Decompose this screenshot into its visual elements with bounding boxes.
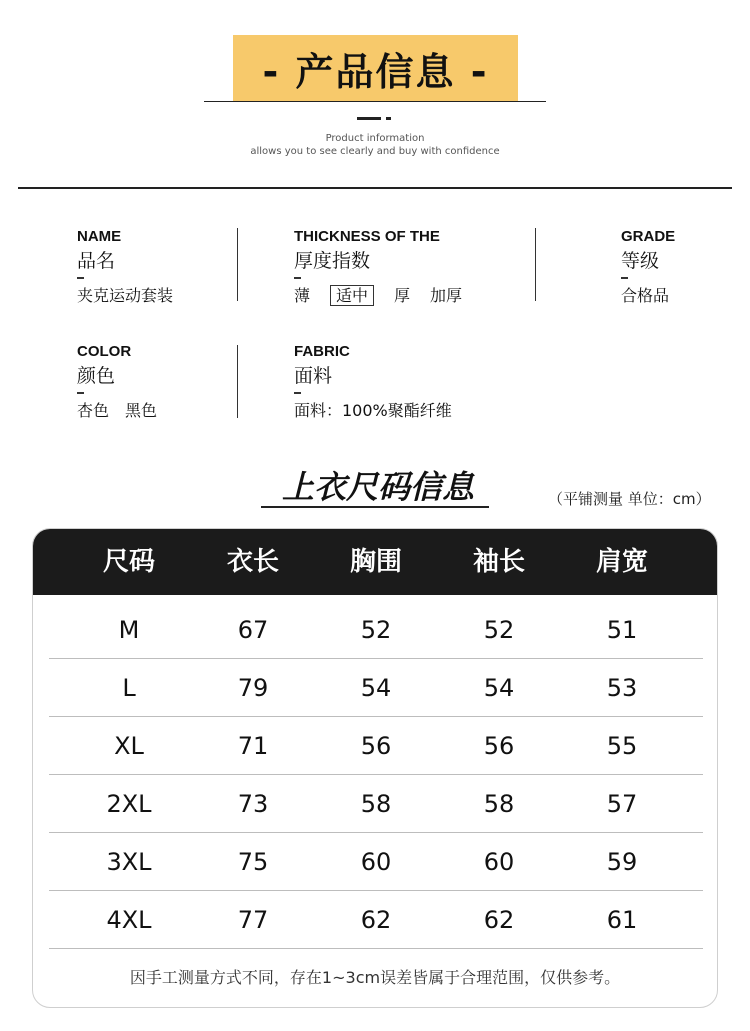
cell-shoulder: 55: [606, 732, 638, 760]
size-table: [32, 528, 718, 1008]
cell-size: 2XL: [106, 790, 152, 818]
cell-sleeve: 52: [483, 616, 515, 644]
subtitle-en: Product information: [325, 133, 425, 144]
info-grade-value: 合格品: [621, 286, 670, 305]
info-fabric-cn: 面料: [294, 365, 333, 387]
table-row: [49, 833, 703, 891]
info-thickness-en: THICKNESS OF THE: [294, 228, 440, 245]
cell-length: 79: [237, 674, 269, 702]
info-thickness: [294, 228, 482, 306]
info-grade-cn: 等级: [621, 250, 660, 272]
size-table-header: [33, 529, 717, 595]
header-length: 衣长: [226, 547, 279, 577]
cell-length: 67: [237, 616, 269, 644]
tick-mark: [294, 277, 301, 279]
title-underline: [204, 101, 546, 102]
row-separator: [49, 948, 703, 949]
cell-chest: 60: [360, 848, 392, 876]
info-fabric-en: FABRIC: [294, 343, 350, 360]
thickness-option-thin: 薄: [294, 286, 311, 305]
thickness-option-extra-thick: 加厚: [430, 286, 463, 305]
section-title: - 产品信息 -: [233, 35, 518, 101]
cell-sleeve: 54: [483, 674, 515, 702]
info-divider: [237, 345, 238, 418]
cell-length: 75: [237, 848, 269, 876]
cell-length: 71: [237, 732, 269, 760]
section-divider: [18, 187, 732, 189]
header-sleeve: 袖长: [472, 547, 525, 577]
info-color: [77, 343, 173, 421]
color-apricot: 杏色: [77, 401, 110, 420]
info-name-en: NAME: [77, 228, 122, 245]
table-row: [49, 659, 703, 717]
info-color-cn: 颜色: [77, 365, 116, 387]
size-chart-title: 上衣尺码信息: [281, 468, 474, 506]
info-divider: [237, 228, 238, 301]
color-values: [77, 398, 173, 421]
cell-sleeve: 60: [483, 848, 515, 876]
tick-mark: [77, 392, 84, 394]
table-row: [49, 717, 703, 775]
info-fabric-value: 面料：100%聚酯纤维: [294, 401, 452, 420]
info-grade-en: GRADE: [621, 228, 676, 245]
size-title-underline: [261, 506, 489, 508]
cell-length: 77: [237, 906, 269, 934]
table-row: [49, 601, 703, 659]
cell-size: 3XL: [106, 848, 152, 876]
cell-shoulder: 53: [606, 674, 638, 702]
subtitle-tagline: allows you to see clearly and buy with confidence: [250, 146, 500, 157]
dash-decoration: [357, 117, 393, 120]
cell-chest: 56: [360, 732, 392, 760]
cell-size: XL: [114, 732, 144, 760]
thickness-option-medium-selected: 适中: [330, 285, 374, 306]
cell-sleeve: 62: [483, 906, 515, 934]
header-size: 尺码: [102, 547, 155, 577]
cell-shoulder: 61: [606, 906, 638, 934]
cell-sleeve: 56: [483, 732, 515, 760]
size-disclaimer: 因手工测量方式不同，存在1~3cm误差皆属于合理范围，仅供参考。: [129, 968, 621, 987]
table-row: [49, 775, 703, 833]
info-name: [77, 228, 173, 306]
info-grade: [621, 228, 675, 306]
header-shoulder: 肩宽: [595, 547, 648, 577]
info-color-en: COLOR: [77, 343, 132, 360]
tick-mark: [77, 277, 84, 279]
thickness-options: [294, 283, 482, 306]
cell-size: M: [118, 616, 140, 644]
table-row: [49, 891, 703, 949]
cell-shoulder: 57: [606, 790, 638, 818]
info-fabric: [294, 343, 452, 421]
info-thickness-cn: 厚度指数: [294, 250, 371, 272]
size-chart-unit-note: （平铺测量 单位：cm）: [548, 490, 711, 508]
thickness-option-thick: 厚: [394, 286, 411, 305]
info-divider: [535, 228, 536, 301]
cell-chest: 54: [360, 674, 392, 702]
cell-shoulder: 51: [606, 616, 638, 644]
cell-length: 73: [237, 790, 269, 818]
cell-chest: 52: [360, 616, 392, 644]
header-chest: 胸围: [349, 547, 402, 577]
cell-size: 4XL: [106, 906, 152, 934]
cell-shoulder: 59: [606, 848, 638, 876]
cell-chest: 58: [360, 790, 392, 818]
tick-mark: [621, 277, 628, 279]
cell-sleeve: 58: [483, 790, 515, 818]
cell-size: L: [122, 674, 136, 702]
info-name-cn: 品名: [77, 250, 116, 272]
cell-chest: 62: [360, 906, 392, 934]
info-name-value: 夹克运动套装: [77, 286, 174, 305]
tick-mark: [294, 392, 301, 394]
color-black: 黑色: [125, 401, 158, 420]
